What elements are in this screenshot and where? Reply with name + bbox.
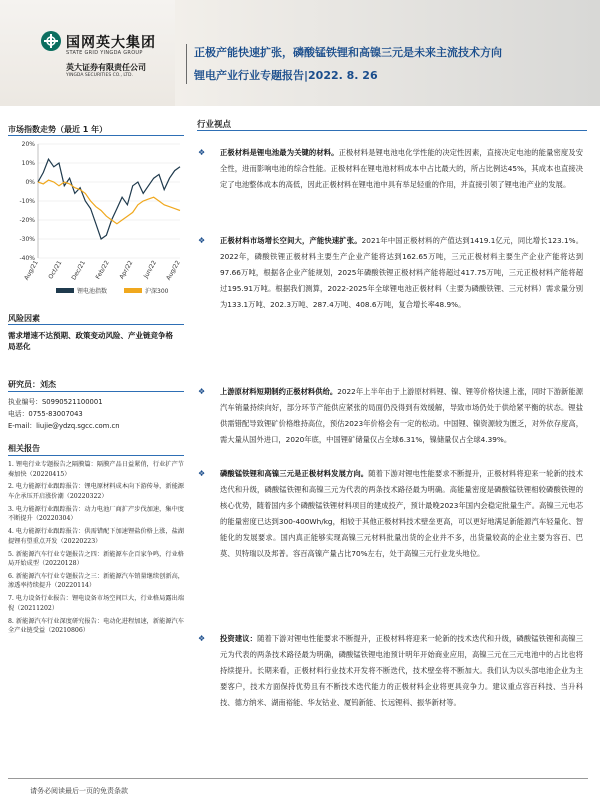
company-name-en: STATE GRID YINGDA GROUP (66, 50, 143, 56)
related-reports-list (8, 460, 184, 639)
view-block (198, 233, 583, 313)
legend-label: 锂电池指数 (77, 288, 108, 295)
report-title: 正极产能快速扩张，磷酸锰铁锂和高镍三元是未来主流技术方向 (194, 46, 502, 59)
y-tick-label: 0% (25, 179, 35, 186)
risk-heading: 风险因素 (8, 314, 40, 323)
x-tick-label: Feb/22 (94, 259, 111, 281)
industry-view-rule (197, 130, 587, 131)
diamond-bullet-icon: ❖ (198, 387, 206, 396)
footer-rule (8, 778, 588, 779)
analyst-heading: 研究员：刘杰 (8, 380, 56, 389)
risk-text: 需求增速不达预期、政策变动风险、产业链竞争格局恶化 (8, 331, 173, 351)
view-block-text: 随着下游对锂电性能要求不断提升，正极材料将迎来一轮新的技术迭代和升级，磷酸锰铁锂和高镍三元为代表的两条技术路径最为明确。高能量密度是磷酸锰铁锂相较磷酸铁锂的核心优势，随着国内多个磷酸锰铁锂材料项目的建成投产，预计最晚2023年国内会稳定批量生产。高镍三元电芯的能量密度已达到300-400Wh/kg，相较于其他正极材料技术壁垒更高，可以更好地满足新能源汽车轻量化、智能化的发展要求。国内真正能够实现高镍三元材料批量出货的企业并不多，出货量较高的企业主要为容百、巴莫、贝特瑞以及邦普。容百高镍产量占比70%左右，处于高镍三元行业龙头地位。 (220, 469, 584, 558)
related-heading-rule (8, 455, 184, 456)
analyst-phone: 电话：0755-83007043 (8, 410, 83, 418)
view-block-text: 2022年上半年由于上游原材料锂、镍、锂等价格快速上涨，同时下游新能源汽车销量持续向好，部分环节产能供应紧张的局面仍没得到有效缓解，导致市场仍处于供给紧平衡的状态。锂盐供需错配导致锂矿价格维持高位，预估2023年价格会有一定的松动。中国锂、镍资源较为匮乏，对外依存度高，需大量从国外进口，2020年底，中国锂矿储量仅占全球6.31%，镍储量仅占全球4.39%。 (220, 387, 583, 444)
securities-name-en: YINGDA SECURITIES CO., LTD. (66, 73, 133, 78)
x-tick-label: Jun/22 (142, 259, 159, 280)
industry-view-heading: 行业视点 (197, 120, 232, 130)
related-report-item[interactable]: 4. 电力能源行业跟踪报告：供需错配下加速锂盐价格上涨，盐湖提锂有望重点开发（20220223） (8, 528, 184, 545)
analyst-info (8, 396, 184, 432)
related-report-item[interactable]: 3. 电力能源行业跟踪报告：动力电池厂商扩产步伐加速，集中度不断提升（20220304） (8, 505, 184, 523)
y-tick-label: -40% (19, 255, 35, 262)
securities-name-cn: 英大证券有限责任公司 (66, 63, 146, 72)
diamond-bullet-icon: ❖ (198, 236, 206, 245)
y-tick-label: 10% (21, 160, 35, 167)
y-tick-label: 20% (21, 141, 35, 148)
view-block-text: 随着下游对锂电性能要求不断提升，正极材料将迎来一轮新的技术迭代和升级，磷酸锰铁锂和高镍三元为代表的两条技术路径最为明确，磷酸锰铁锂电池预计明年开始商业应用，高镍三元在三元电池中的占比也将持续提升。长期来看，正极材料行业技术开发将不断迭代，技术壁垒将不断加大。我们认为以头部电池企业为主要客户，技术方面保持优势且有不断技术迭代能力的正极材料企业将更具竞争力。建议重点容百科技、当升科技、德方纳米、湖南裕能、华友钴业、厦钨新能、长远锂科、振华新材等。 (220, 634, 584, 707)
view-block-lead: 正极材料是锂电池最为关键的材料。 (220, 148, 339, 157)
risk-heading-rule (8, 324, 184, 325)
analyst-license: 执业编号：S0990521100001 (8, 398, 103, 406)
view-block (198, 631, 583, 711)
x-tick-label: Aug/21 (22, 259, 40, 282)
view-block (198, 145, 583, 193)
x-tick-label: Aug/22 (164, 259, 182, 282)
analyst-email[interactable]: E-mail：liujie@ydzq.sgcc.com.cn (8, 422, 120, 430)
analyst-heading-rule (8, 391, 184, 392)
x-tick-label: Oct/21 (47, 259, 64, 281)
related-report-item[interactable]: 5. 新能源汽车行业专题报告之四：新能源车企百家争鸣，行业格局开始成型（20220128） (8, 550, 184, 568)
view-block (198, 384, 583, 448)
report-header (0, 0, 600, 106)
view-block-lead: 上游原材料短期制约正极材料供给。 (220, 387, 338, 396)
related-reports-heading: 相关报告 (8, 444, 40, 453)
related-report-item[interactable]: 7. 电力设备行业报告：锂电设备市场空间巨大，行业格局露出端倪（20211202） (8, 595, 184, 612)
y-tick-label: -20% (19, 217, 35, 224)
diamond-bullet-icon: ❖ (198, 469, 206, 478)
related-report-item[interactable]: 2. 电力能源行业跟踪报告：锂电原材料成本向下游传导，新能源车企承压开启涨价潮（20220322） (8, 483, 184, 500)
x-tick-label: Apr/22 (118, 259, 135, 281)
related-report-item[interactable]: 1. 锂电行业专题报告之隔膜篇：隔膜产品日益紧俏，行业扩产节奏加快（20220415） (8, 461, 184, 478)
related-report-item[interactable]: 8. 新能源汽车行业深度研究报告：电动化进程加速，新能源汽车全产业链受益（20210806） (8, 617, 184, 635)
view-block-lead: 正极材料市场增长空间大，产能快速扩张。 (220, 236, 362, 245)
report-subtitle: 锂电产业行业专题报告|2022. 8. 26 (194, 69, 378, 82)
view-block-text: 正极材料是锂电池电化学性能的决定性因素，直接决定电池的能量密度及安全性，进而影响电池的综合性能。正极材料在锂电池材料成本中占比最大的，所占比例达45%，其成本也直接决定了电池整体成本的高低，因此正极材料在锂电池中具有举足轻重的作用，并直接引领了锂电池产业的发展。 (220, 148, 584, 189)
x-tick-label: Dec/21 (70, 259, 88, 282)
diamond-bullet-icon: ❖ (198, 634, 206, 643)
legend-swatch (56, 288, 74, 293)
company-logo-icon (40, 30, 62, 52)
view-block-text: 2021年中国正极材料的产值达到1419.1亿元，同比增长123.1%。2022年，磷酸铁锂正极材料主要生产企业产能将达到162.65万吨，三元正极材料主要生产企业产能将达到97.66万吨，根据各企业产能规划，2025年磷酸铁锂正极材料产能将超过417.75万吨，三元正极材料产能将超过195.91万吨。根据我们测算，2022-2025年全球锂电池正极材料（主要为磷酸铁锂、三元材料）需求量分别为133.1万吨、202.3万吨、287.4万吨、408.6万吨，复合增长率48.9%。 (220, 236, 583, 309)
y-tick-label: -30% (19, 236, 35, 243)
chart-heading: 市场指数走势（最近 1 年） (8, 125, 108, 134)
view-block-lead: 投资建议： (220, 634, 258, 643)
diamond-bullet-icon: ❖ (198, 148, 206, 157)
view-block (198, 466, 583, 562)
view-block-lead: 磷酸锰铁锂和高镍三元是正极材料发展方向。 (220, 469, 369, 478)
legend-label: 沪深300 (145, 288, 169, 295)
legend-swatch (124, 288, 142, 293)
company-name-cn: 国网英大集团 (66, 35, 156, 51)
title-divider (186, 44, 187, 84)
market-index-chart (6, 136, 186, 306)
disclaimer-footer[interactable]: 请务必阅读最后一页的免责条款 (30, 787, 128, 795)
y-tick-label: -10% (19, 198, 35, 205)
related-report-item[interactable]: 6. 新能源汽车行业专题报告之三：新能源汽车销量继续创新高，渗透率持续提升（20220114） (8, 572, 184, 590)
series-line (38, 180, 180, 224)
series-line (38, 159, 180, 239)
